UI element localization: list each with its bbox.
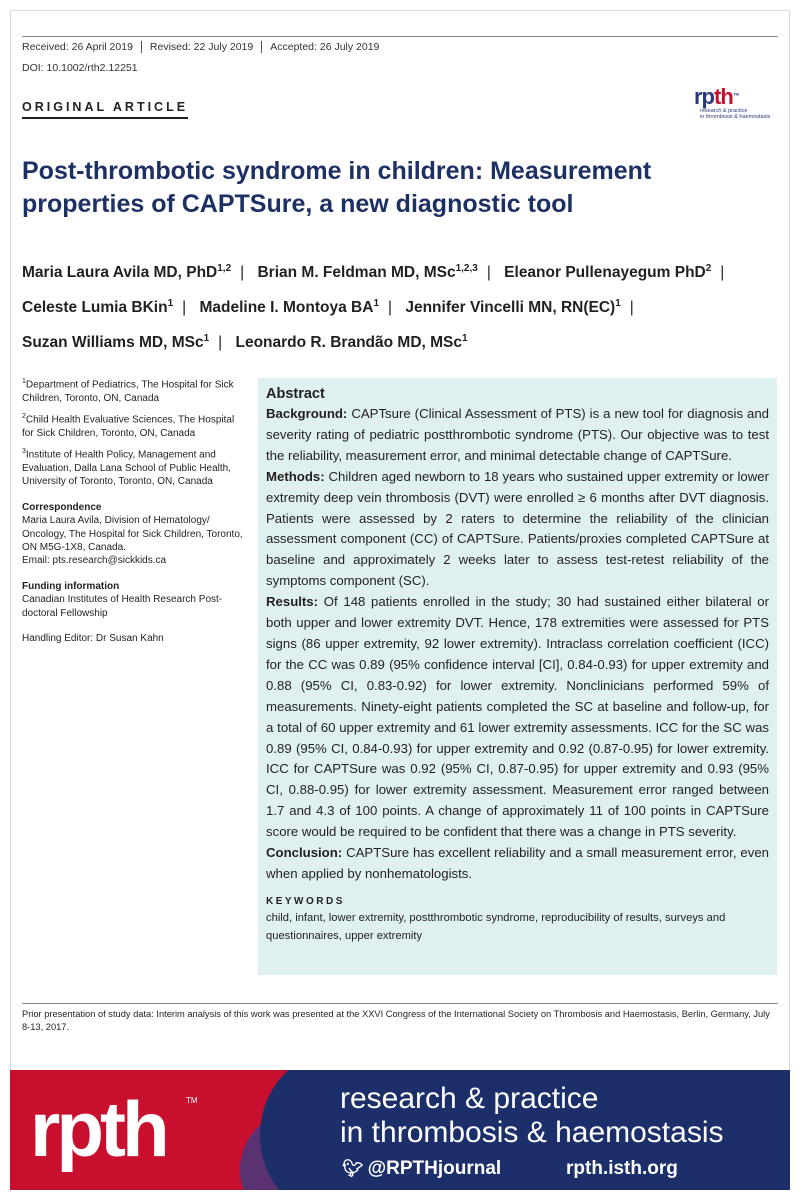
logo-th: th xyxy=(714,84,733,109)
author: Jennifer Vincelli MN, RN(EC)$^1$ xyxy=(405,298,621,317)
abstract-conclusion: Conclusion: CAPTSure has excellent reliability and a small measurement error, even when applied by nonhematologists. xyxy=(266,845,769,881)
logo-tagline-2: in thrombosis & haemostasis xyxy=(700,114,771,120)
journal-banner xyxy=(10,1070,790,1190)
logo-tagline-1: research & practice xyxy=(700,108,748,114)
journal-logo xyxy=(694,86,784,126)
received-date: Received: 26 April 2019 xyxy=(22,41,142,53)
abstract-background: Background: CAPTsure (Clinical Assessment of PTS) is a new tool for diagnosis and severity rating of pediatric postthrombotic syndrome (PTS). Our objective was to test the reliability, measurement error, and minimal detectable change of CAPTSure. xyxy=(266,406,769,463)
abstract-methods: Methods: Children aged newborn to 18 years who sustained upper extremity or lower extremity deep vein thrombosis (DVT) were enrolled ≥ 6 months after DVT diagnosis. Patients were assessed by 2 raters to determine the reliability of the clinician assessment component (CC) of CAPTSure. Patients/proxies completed CAPTSure at baseline and approximately 2 weeks later to assess test-retest reliability of the symptoms component (SC). xyxy=(266,468,770,589)
accepted-date: Accepted: 26 July 2019 xyxy=(270,40,380,53)
author-list: Maria Laura Avila MD, PhD$^{1,2}$ | Brian M. Feldman MD, MSc$^{1,2,3}$ | Eleanor Pullenayegum PhD$^2$ | Celeste Lumia BKin$^1$ | Madeline I. Montoya $BA^1$ | Jennifer Vincelli MN, RN(EC)$^1$ | Suzan Williams MD, MSc$^1$ | Leonardo R. Brandão MD, MSc$^1$ xyxy=(22,263,725,352)
banner-website-link[interactable]: rpth.isth.org xyxy=(566,1158,678,1179)
affiliation: $^2$Child Health Evaluative Sciences, The Hospital for Sick Children, Toronto, ON, Canada xyxy=(22,413,235,439)
author: Brian M. Feldman MD, MSc$^{1,2,3}$ xyxy=(257,263,478,282)
logo-tm: ™ xyxy=(732,93,739,100)
correspondence-email[interactable]: Email: pts.research@sickkids.ca xyxy=(22,555,167,567)
abstract-box xyxy=(258,378,777,975)
correspondence-text: Maria Laura Avila, Division of Hematology/ Oncology, The Hospital for Sick Children, Toronto, ON M5G-1X8, Canada. xyxy=(22,515,243,554)
affiliation: $^3$Institute of Health Policy, Management and Evaluation, Dalla Lana School of Public Health, University of Toronto, Toronto, ON, Canada xyxy=(22,448,232,488)
keywords-heading: KEYWORDS xyxy=(266,895,345,907)
prior-presentation-footnote: Prior presentation of study data: Interim analysis of this work was presented at the XXVI Congress of the International Society on Thrombosis and Haemostasis, Berlin, Germany, July 8-13, 2017. xyxy=(22,1009,770,1032)
revised-date: Revised: 22 July 2019 xyxy=(142,41,262,53)
article-sidebar xyxy=(22,375,244,650)
handling-editor: Handling Editor: Dr Susan Kahn xyxy=(22,633,164,645)
section-label: ORIGINAL ARTICLE xyxy=(22,100,188,119)
banner-line-2: in thrombosis & haemostasis xyxy=(340,1116,724,1149)
abstract-results: Results: Of 148 patients enrolled in the study; 30 had sustained either bilateral or both upper and lower extremity DVT. Hence, 178 extremities were assessed for PTS signs (86 upper extremity, 92 lower extremity). Intraclass correlation coefficient (ICC) for the CC was 0.89 (95% confidence interval [CI], 0.84-0.93) for upper extremity and 0.88 (95% CI, 0.83-0.92) for lower extremity. Nonclinicians performed 59% of measurements. Ninety-eight patients completed the SC at baseline and follow-up, for a total of 60 upper extremity and 61 lower extremity assessments. ICC for the SC was 0.89 (95% CI, 0.84-0.93) for upper extremity and 0.92 (0.87-0.95) for lower extremity. ICC for CAPTSure was 0.92 (95% CI, 0.87-0.95) for upper extremity and 0.93 (95% CI, 0.88-0.95) for lower extremity assessment. Measurement error ranged between 1.7 and 4.3 of 100 points. A change of approximately 11 of 100 points in CAPTSure score would be required to be confident that there was a change in PTS severity. xyxy=(266,594,769,840)
funding-text: Canadian Institutes of Health Research Post-doctoral Fellowship xyxy=(22,594,223,619)
logo-rp: rp xyxy=(694,84,714,109)
footnote-rule xyxy=(22,1003,778,1004)
author: Celeste Lumia BKin$^1$ xyxy=(22,298,174,317)
author: Eleanor Pullenayegum PhD$^2$ xyxy=(504,263,712,282)
banner-trademark: TM xyxy=(186,1096,198,1105)
author: Maria Laura Avila MD, PhD$^{1,2}$ xyxy=(22,263,232,282)
abstract-heading: Abstract xyxy=(266,386,325,402)
author: Leonardo R. Brandão MD, MSc$^1$ xyxy=(235,333,468,352)
banner-line-1: research & practice xyxy=(340,1082,599,1115)
author: Madeline I. Montoya $BA^1$ xyxy=(199,298,379,317)
article-title: Post-thrombotic syndrome in children: Measurement properties of CAPTSure, a new diagnostic tool xyxy=(22,157,652,218)
banner-twitter-handle[interactable]: 🐦︎ @RPTHjournal xyxy=(342,1158,502,1179)
doi[interactable]: DOI: 10.1002/rth2.12251 xyxy=(22,62,138,74)
twitter-bird-icon: 🐦︎ xyxy=(342,1159,364,1178)
correspondence-heading: Correspondence xyxy=(22,501,102,513)
keywords-list: child, infant, lower extremity, postthrombotic syndrome, reproducibility of results, surveys and questionnaires, upper extremity xyxy=(266,911,726,942)
author: Suzan Williams MD, MSc$^1$ xyxy=(22,333,210,352)
banner-logo: rpth xyxy=(30,1085,166,1173)
funding-heading: Funding information xyxy=(22,580,120,592)
affiliation: $^1$Department of Pediatrics, The Hospital for Sick Children, Toronto, ON, Canada xyxy=(22,378,234,404)
article-dates xyxy=(22,36,778,56)
